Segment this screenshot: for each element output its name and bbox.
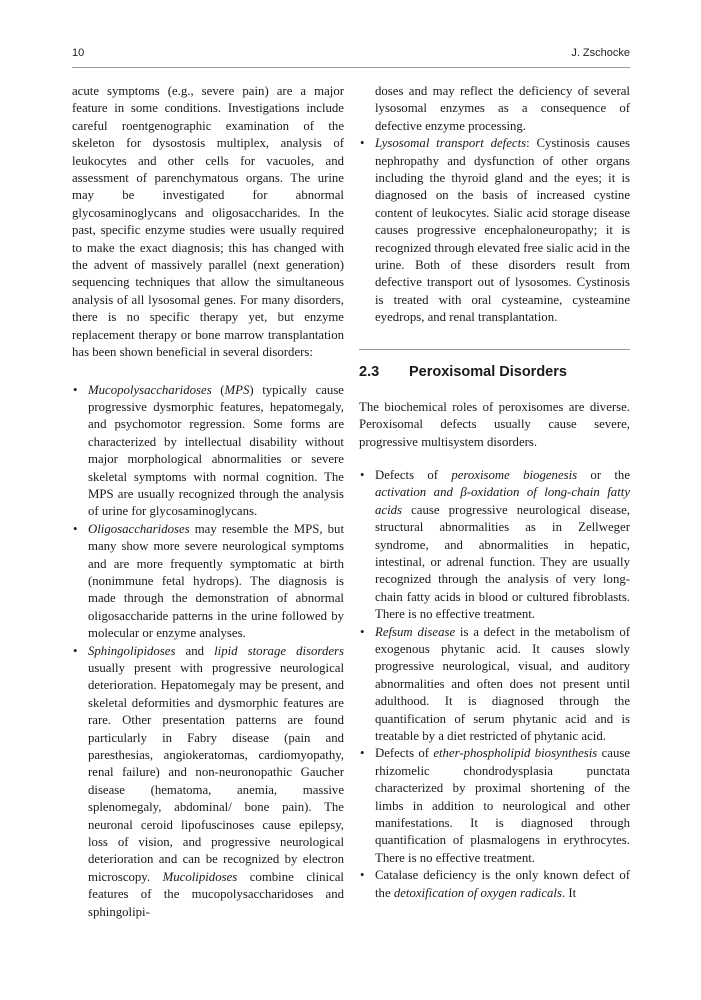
- term: lipid storage disorders: [214, 643, 344, 658]
- section-intro: The biochemical roles of peroxisomes are diverse. Peroxisomal defects usually cause severe, progressive multisystem disorders.: [359, 399, 630, 449]
- list-item-oligosaccharidoses: • Oligosaccharidoses may resemble the MPS, but many show more severe neurological symptoms and are more frequently symptomatic at birth (nonimmune fetal hydrops). The diagnosis is made through the demonstration of abnormal oligosaccharide patterns in the urine followed by molecular or enzyme analyses.: [72, 521, 344, 643]
- term: Mucopolysaccharidoses: [88, 382, 212, 397]
- peroxisomal-disorder-list: [359, 467, 630, 902]
- list-item-refsum-disease: • Refsum disease is a defect in the metabolism of exogenous phytanic acid. It causes slowly progressive neurological, visual, and auditory abnormalities and often does not present until adulthood. It is diagnosed through the quantification of serum phytanic acid and is treatable by a diet restricted of phytanic acid.: [359, 624, 630, 746]
- left-column: [72, 83, 344, 921]
- right-column: [359, 83, 630, 902]
- running-author: J. Zschocke: [571, 47, 630, 59]
- abbreviation: MPS: [224, 382, 250, 397]
- term: ether-phospholipid biosynthesis: [433, 746, 598, 761]
- page-number: 10: [72, 47, 85, 59]
- running-header: [72, 47, 630, 67]
- section-title: Peroxisomal Disorders: [409, 363, 567, 380]
- lysosomal-disorder-list: [72, 382, 344, 922]
- list-item-sphingolipidoses: • Sphingolipidoses and lipid storage disorders usually present with progressive neurological deterioration. Hepatomegaly may be present, and skeletal deformities and dysmorphic features are rare. Other presentation patterns are found particularly in Fabry disease (pain and paresthesias, angiokeratomas, cardiomyopathy, renal failure) and non-neuronopathic Gaucher disease (hematoma, anemia, massive splenomegaly, abdominal/ bone pain). The neuronal ceroid lipofuscinoses cause epilepsy, loss of vision, and progressive neurological deterioration and can be recognized by electron microscopy. Mucolipidoses combine clinical features of the mucopolysaccharidoses and sphingolipi-: [72, 643, 344, 922]
- list-item-peroxisome-biogenesis: • Defects of peroxisome biogenesis or the activation and β-oxidation of long-chain fatty acids cause progressive neurological disease, structural abnormalities as in Zellweger syndrome, and abnormalities in hepatic, intestinal, or adrenal function. They are usually recognized through the analysis of very long-chain fatty acids in blood or cultured fibroblasts. There is no effective treatment.: [359, 467, 630, 624]
- term: activation and β-oxidation of long-chain fatty acids: [375, 485, 630, 517]
- header-rule: [72, 67, 630, 68]
- term: Oligosaccharidoses: [88, 521, 190, 536]
- section-heading: [359, 361, 630, 383]
- body-paragraph: acute symptoms (e.g., severe pain) are a major feature in some conditions. Investigations include careful roentgenographic examination of the skeleton for dysostosis multiplex, analysis of leukocytes and other cells for vacuoles, and assessment of parenchymatous organs. The urine may be investigated for abnormal glycosaminoglycans and oligosaccharides. In the past, specific enzyme studies were usually required to make the exact diagnosis; this has changed with the advent of massively parallel (next generation) sequencing techniques that allow the simultaneous analysis of all lysosomal genes. For many disorders, there is no specific therapy yet, but enzyme replacement therapy or bone marrow transplantation has been shown beneficial in several disorders:: [72, 84, 344, 360]
- list-item-catalase-deficiency: • Catalase deficiency is the only known defect of the detoxification of oxygen radicals. It: [359, 867, 630, 902]
- term: Mucolipidoses: [162, 869, 238, 884]
- section-rule: [359, 349, 630, 350]
- section-number: 2.3: [359, 363, 380, 380]
- continuation-paragraph: doses and may reflect the deficiency of several lysosomal enzymes as a consequence of defective enzyme processing.: [375, 84, 630, 133]
- list-item-lysosomal-transport: • Lysosomal transport defects: Cystinosis causes nephropathy and dysfunction of other organs including the thyroid gland and the eyes; it is diagnosed on the basis of increased cystine content of leukocytes. Sialic acid storage disease causes progressive encephaloneuropathy; it is recognized through elevated free sialic acid in the urine. Both of these disorders result from defective transport out of lysosomes. Cystinosis is treated with oral cysteamine, cysteamine eyedrops, and renal transplantation.: [359, 135, 630, 326]
- term: detoxification of oxygen radicals: [393, 885, 562, 900]
- term: Lysosomal transport defects: [375, 136, 527, 151]
- term: peroxisome biogenesis: [451, 467, 578, 482]
- list-item-ether-phospholipid: • Defects of ether-phospholipid biosynthesis cause rhizomelic chondrodysplasia punctata characterized by proximal shortening of the limbs in addition to neurological and other manifestations. It is diagnosed through quantification of plasmalogens in erythrocytes. There is no effective treatment.: [359, 745, 630, 867]
- term: Refsum disease: [375, 624, 456, 639]
- term: Sphingolipidoses: [88, 643, 176, 658]
- list-item-mucopolysaccharidoses: • Mucopolysaccharidoses (MPS) typically cause progressive dysmorphic features, hepatomegaly, and psychomotor regression. Some forms are characterized by intellectual disability without major morphological abnormalities or severe skeletal symptoms with normal cognition. The MPS are usually recognized through the analysis of urine for glycosaminoglycans.: [72, 382, 344, 521]
- lysosomal-transport-list: [359, 135, 630, 326]
